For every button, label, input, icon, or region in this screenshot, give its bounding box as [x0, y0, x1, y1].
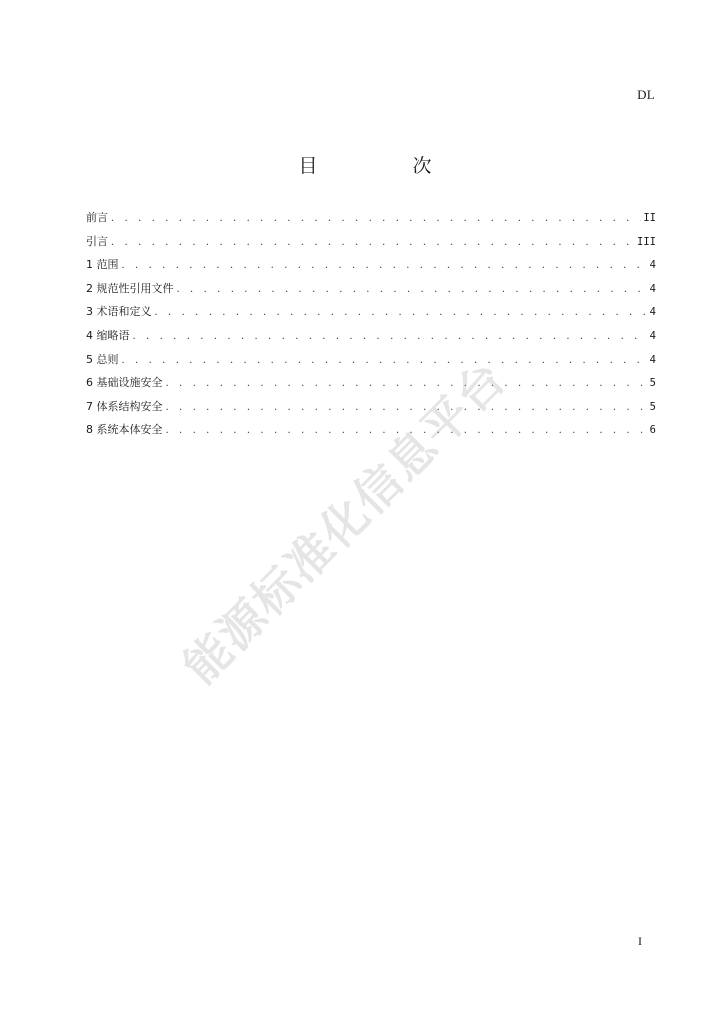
- toc-leader-dots: [166, 398, 648, 418]
- toc-entry[interactable]: [86, 279, 656, 303]
- toc-entry-page: 5: [649, 377, 656, 390]
- toc-leader-dots: [155, 303, 648, 323]
- toc-entry-label: 8 系统本体安全: [86, 423, 163, 437]
- table-of-contents: [86, 208, 656, 444]
- toc-entry[interactable]: [86, 420, 656, 444]
- toc-entry-label: 4 缩略语: [86, 328, 130, 342]
- toc-entry-label: 6 基础设施安全: [86, 376, 163, 390]
- toc-entry-label: 3 术语和定义: [86, 305, 152, 319]
- toc-entry[interactable]: [86, 373, 656, 397]
- toc-leader-dots: [177, 280, 648, 300]
- toc-entry[interactable]: [86, 232, 656, 256]
- toc-leader-dots: [111, 209, 641, 229]
- toc-leader-dots: [133, 327, 648, 347]
- standard-code: DL: [637, 87, 655, 102]
- toc-entry-label: 前言: [86, 211, 108, 224]
- toc-leader-dots: [166, 421, 648, 441]
- toc-entry-page: 4: [649, 329, 656, 342]
- toc-entry-label: 引言: [86, 234, 108, 248]
- toc-entry[interactable]: [86, 326, 656, 350]
- page-title: 目 次: [298, 155, 470, 177]
- toc-leader-dots: [122, 351, 648, 371]
- toc-entry[interactable]: [86, 397, 656, 421]
- page-number: I: [638, 934, 642, 948]
- toc-entry[interactable]: [86, 208, 656, 232]
- watermark: 能源标准化信息平台: [173, 350, 517, 695]
- toc-entry[interactable]: [86, 255, 656, 279]
- toc-entry-page: 5: [649, 400, 656, 413]
- toc-leader-dots: [166, 374, 648, 394]
- toc-entry-label: 7 体系结构安全: [86, 399, 163, 413]
- toc-leader-dots: [111, 233, 635, 253]
- toc-entry-page: II: [643, 212, 656, 224]
- toc-entry[interactable]: [86, 350, 656, 374]
- toc-entry-page: 4: [649, 306, 656, 319]
- toc-entry-label: 5 总则: [86, 352, 119, 366]
- toc-entry[interactable]: [86, 302, 656, 326]
- toc-entry-page: III: [637, 235, 656, 248]
- toc-entry-label: 1 范围: [86, 258, 119, 272]
- toc-entry-page: 4: [649, 259, 656, 272]
- toc-entry-label: 2 规范性引用文件: [86, 281, 174, 295]
- toc-entry-page: 6: [649, 424, 656, 437]
- toc-entry-page: 4: [649, 282, 656, 295]
- toc-leader-dots: [122, 256, 648, 276]
- toc-entry-page: 4: [649, 353, 656, 366]
